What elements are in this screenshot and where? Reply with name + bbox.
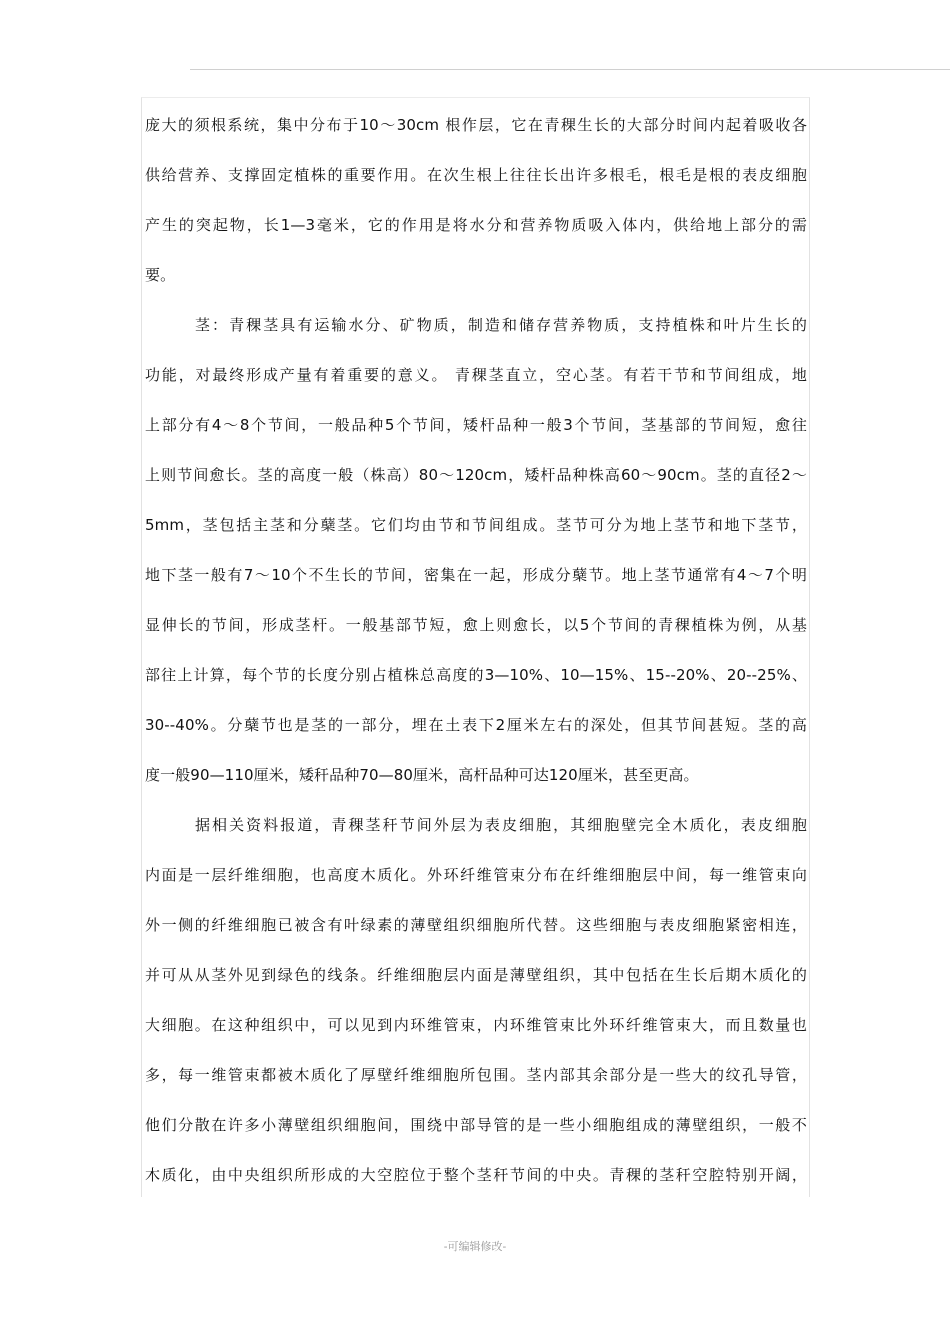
text-line: 产生的突起物，长1—3毫米，它的作用是将水分和营养物质吸入体内，供给地上部分的需 [145, 216, 807, 234]
text-line: 外一侧的纤维细胞已被含有叶绿素的薄壁组织细胞所代替。这些细胞与表皮细胞紧密相连， [145, 916, 807, 934]
header-rule [190, 69, 950, 70]
text-line: 上部分有4～8个节间，一般品种5个节间，矮杆品种一般3个节间，茎基部的节间短，愈往 [145, 416, 807, 434]
text-line: 大细胞。在这种组织中，可以见到内环维管束，内环维管束比外环纤维管束大，而且数量也 [145, 1016, 807, 1034]
text-line: 5mm，茎包括主茎和分蘖茎。它们均由节和节间组成。茎节可分为地上茎节和地下茎节， [145, 516, 807, 534]
text-line: 内面是一层纤维细胞，也高度木质化。外环纤维管束分布在纤维细胞层中间，每一维管束向 [145, 866, 807, 884]
text-line: 功能，对最终形成产量有着重要的意义。 青稞茎直立，空心茎。有若干节和节间组成，地 [145, 366, 807, 384]
text-line: 据相关资料报道，青稞茎秆节间外层为表皮细胞，其细胞壁完全木质化，表皮细胞 [195, 816, 807, 834]
page-footer: -可编辑修改- [443, 1240, 507, 1253]
text-line: 他们分散在许多小薄壁组织细胞间，围绕中部导管的是一些小细胞组成的薄壁组织，一般不 [145, 1116, 807, 1134]
text-line: 地下茎一般有7～10个不生长的节间，密集在一起，形成分蘖节。地上茎节通常有4～7个明 [145, 566, 807, 584]
text-line: 并可从从茎外见到绿色的线条。纤维细胞层内面是薄壁组织，其中包括在生长后期木质化的 [145, 966, 807, 984]
document-body [145, 103, 807, 1203]
text-line: 度一般90—110厘米，矮秆品种70—80厘米，高杆品种可达120厘米，甚至更高。 [145, 766, 699, 784]
text-line: 供给营养、支撑固定植株的重要作用。在次生根上往往长出许多根毛，根毛是根的表皮细胞 [145, 166, 807, 184]
text-line: 庞大的须根系统，集中分布于10～30cm 根作层，它在青稞生长的大部分时间内起着吸收各 [145, 116, 807, 134]
text-line: 木质化，由中央组织所形成的大空腔位于整个茎秆节间的中央。青稞的茎秆空腔特别开阔， [145, 1166, 807, 1184]
text-line: 上则节间愈长。茎的高度一般（株高）80～120cm，矮杆品种株高60～90cm。茎的直径2～ [145, 466, 807, 484]
text-line: 茎：青稞茎具有运输水分、矿物质，制造和储存营养物质，支持植株和叶片生长的 [195, 316, 807, 334]
text-line: 30--40%。分蘖节也是茎的一部分，埋在土表下2厘米左右的深处，但其节间甚短。茎的高 [145, 716, 807, 734]
text-line: 显伸长的节间，形成茎杆。一般基部节短，愈上则愈长，以5个节间的青稞植株为例，从基 [145, 616, 807, 634]
text-line: 部往上计算，每个节的长度分别占植株总高度的3—10%、10—15%、15--20%、20--25%、 [145, 666, 807, 684]
text-line: 多，每一维管束都被木质化了厚壁纤维细胞所包围。茎内部其余部分是一些大的纹孔导管， [145, 1066, 807, 1084]
text-line: 要。 [145, 266, 176, 284]
